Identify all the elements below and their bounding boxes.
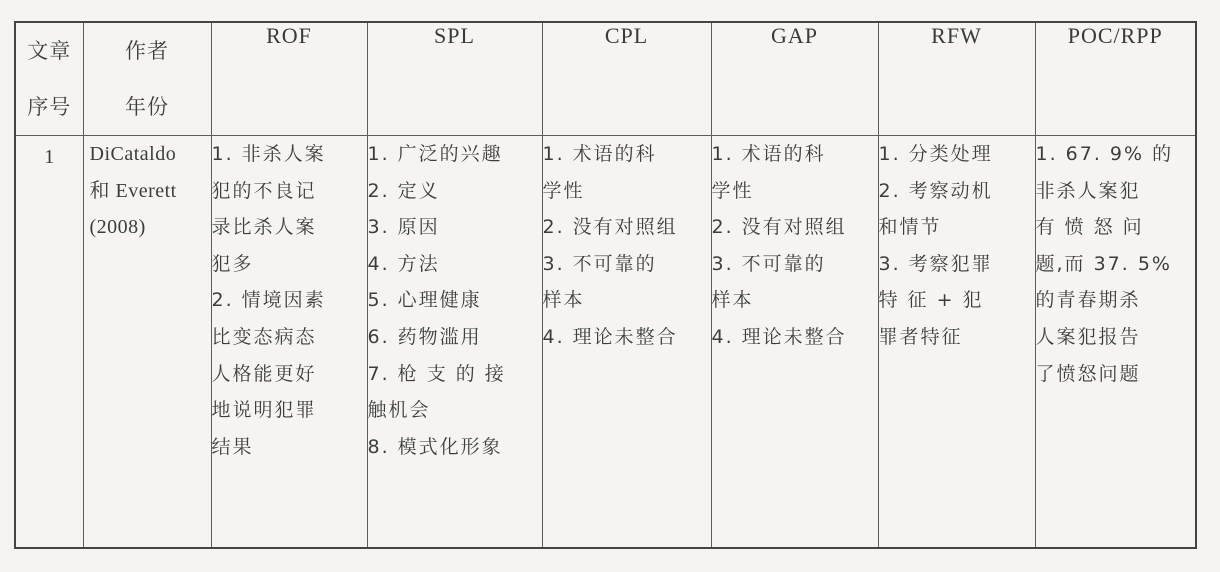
header-cpl: CPL <box>542 22 711 136</box>
cell-line: 和情节 <box>878 216 942 239</box>
cell-rfw <box>878 136 1035 549</box>
cell-line: 2. 考察动机 <box>878 179 993 202</box>
cell-line: 结果 <box>211 435 254 458</box>
cell-line: 和 Everett <box>89 179 177 202</box>
header-rfw: RFW <box>878 22 1035 136</box>
cell-line: DiCataldo <box>89 143 177 165</box>
cell-line: 特 征 + 犯 <box>878 289 984 312</box>
cell-line: 2. 定义 <box>367 179 440 202</box>
cell-line: 1. 广泛的兴趣 <box>367 143 503 165</box>
cell-line: 4. 方法 <box>367 252 440 275</box>
cell-line: 3. 原因 <box>367 216 440 239</box>
cell-line: 4. 理论未整合 <box>711 325 847 348</box>
cell-line: 地说明犯罪 <box>211 399 317 422</box>
header-text: 作者 <box>125 39 169 63</box>
header-text: 序号 <box>27 95 72 119</box>
header-article-number <box>15 22 83 136</box>
cell-line: 人案犯报告 <box>1035 325 1141 348</box>
cell-line: 1. 分类处理 <box>878 143 993 165</box>
cell-line: 3. 考察犯罪 <box>878 252 993 275</box>
cell-line: 2. 没有对照组 <box>542 216 678 239</box>
header-spl: SPL <box>367 22 542 136</box>
header-poc-rpp: POC/RPP <box>1035 22 1196 136</box>
cell-line: 犯多 <box>211 252 254 275</box>
cell-line: 1. 术语的科 <box>711 143 826 165</box>
cell-line: (2008) <box>89 216 146 239</box>
cell-line: 2. 没有对照组 <box>711 216 847 239</box>
cell-line: 5. 心理健康 <box>367 289 482 312</box>
cell-line: 8. 模式化形象 <box>367 435 503 458</box>
cell-line: 1. 非杀人案 <box>211 143 326 165</box>
cell-spl <box>367 136 542 549</box>
cell-poc-rpp <box>1035 136 1196 549</box>
header-author-year <box>83 22 211 136</box>
cell-line: 1. 67. 9% 的 <box>1035 143 1174 165</box>
cell-line: 样本 <box>711 289 754 312</box>
cell-line: 录比杀人案 <box>211 216 317 239</box>
cell-author <box>83 136 211 549</box>
cell-line: 3. 不可靠的 <box>542 252 657 275</box>
cell-line: 学性 <box>542 179 585 202</box>
cell-line: 学性 <box>711 179 754 202</box>
cell-line: 3. 不可靠的 <box>711 252 826 275</box>
header-gap: GAP <box>711 22 878 136</box>
cell-line: 2. 情境因素 <box>211 289 326 312</box>
cell-line: 7. 枪 支 的 接 <box>367 362 506 385</box>
cell-line: 了愤怒问题 <box>1035 362 1141 385</box>
cell-line: 罪者特征 <box>878 325 963 348</box>
header-row <box>15 22 1196 136</box>
cell-article-number: 1 <box>15 136 83 549</box>
cell-rof <box>211 136 367 549</box>
cell-line: 4. 理论未整合 <box>542 325 678 348</box>
cell-cpl <box>542 136 711 549</box>
header-rof: ROF <box>211 22 367 136</box>
header-text: 文章 <box>27 39 72 63</box>
cell-gap <box>711 136 878 549</box>
cell-line: 比变态病态 <box>211 325 317 348</box>
header-text: 年份 <box>125 95 169 119</box>
cell-line: 题,而 37. 5% <box>1035 252 1172 275</box>
cell-line: 样本 <box>542 289 585 312</box>
cell-line: 触机会 <box>367 399 431 422</box>
cell-line: 的青春期杀 <box>1035 289 1141 312</box>
literature-table <box>14 21 1197 549</box>
cell-line: 犯的不良记 <box>211 179 317 202</box>
cell-line: 有 愤 怒 问 <box>1035 216 1144 239</box>
cell-line: 6. 药物滥用 <box>367 325 482 348</box>
cell-line: 非杀人案犯 <box>1035 179 1141 202</box>
cell-line: 人格能更好 <box>211 362 317 385</box>
table-row <box>15 136 1196 549</box>
cell-line: 1. 术语的科 <box>542 143 657 165</box>
